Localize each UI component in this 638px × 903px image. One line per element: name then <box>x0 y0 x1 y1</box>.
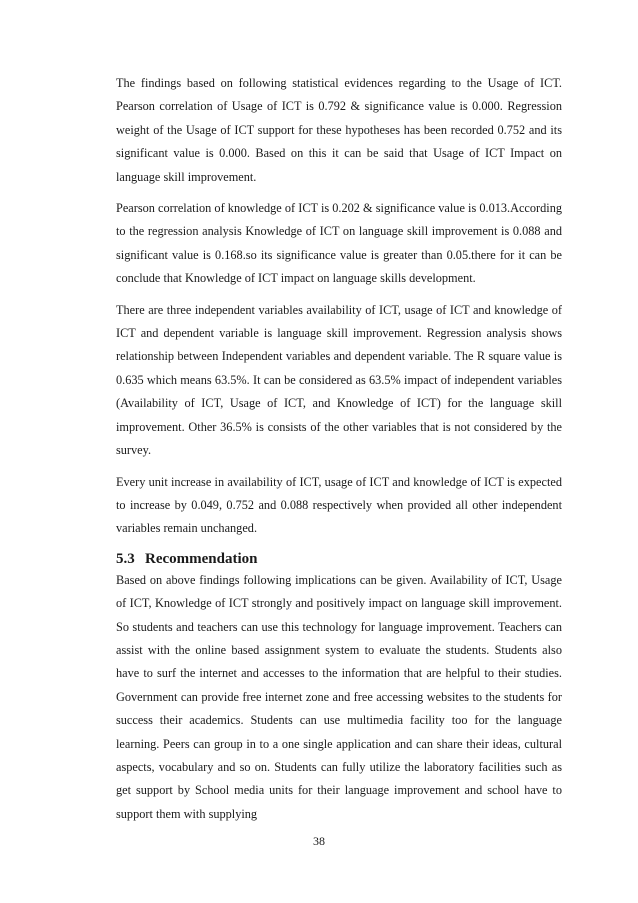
section-heading <box>116 549 562 569</box>
paragraph-usage-findings: The findings based on following statistical evidences regarding to the Usage of ICT. Pearson correlation of Usage of ICT is 0.792 & significance value is 0.000. Regression weight of the Usage of ICT support for these hypotheses has been recorded 0.752 and its significant value is 0.000. Based on this it can be said that Usage of ICT Impact on language skill improvement. <box>116 76 562 184</box>
paragraph-knowledge-findings: Pearson correlation of knowledge of ICT is 0.202 & significance value is 0.013.According to the regression analysis Knowledge of ICT on language skill improvement is 0.088 and significant value is 0.168.so its significance value is greater than 0.05.there for it can be conclude that Knowledge of ICT impact on language skills development. <box>116 201 562 286</box>
paragraph-regression-summary: There are three independent variables availability of ICT, usage of ICT and knowledge of ICT and dependent variable is language skill improvement. Regression analysis shows relationship between Independent variables and dependent variable. The R square value is 0.635 which means 63.5%. It can be considered as 63.5% impact of independent variables (Availability of ICT, Usage of ICT, and Knowledge of ICT) for the language skill improvement. Other 36.5% is consists of the other variables that is not considered by the survey. <box>116 302 562 458</box>
section-title: Recommendation <box>145 550 258 567</box>
paragraph-recommendation: Based on above findings following implications can be given. Availability of ICT, Usage of ICT, Knowledge of ICT strongly and positively impact on language skill improvement. So students and teachers can use this technology for language improvement. Teachers can assist with the online based assignment system to evaluate the students. Students also have to surf the internet and accesses to the information that are helpful to their studies. Government can provide free internet zone and free accessing websites to the students for success their academics. Students can use multimedia facility too for the language learning. Peers can group in to a one single application and can share their ideas, cultural aspects, vocabulary and so on. Students can fully utilize the laboratory facilities such as get support by School media units for their language improvement and school have to support them with supplying <box>116 572 562 821</box>
page-number: 38 <box>313 834 325 848</box>
paragraph-unit-increase: Every unit increase in availability of ICT, usage of ICT and knowledge of ICT is expected to increase by 0.049, 0.752 and 0.088 respectively when provided all other independent variables remain unchanged. <box>116 474 562 536</box>
page-body <box>116 72 562 834</box>
section-number: 5.3 <box>116 550 135 567</box>
